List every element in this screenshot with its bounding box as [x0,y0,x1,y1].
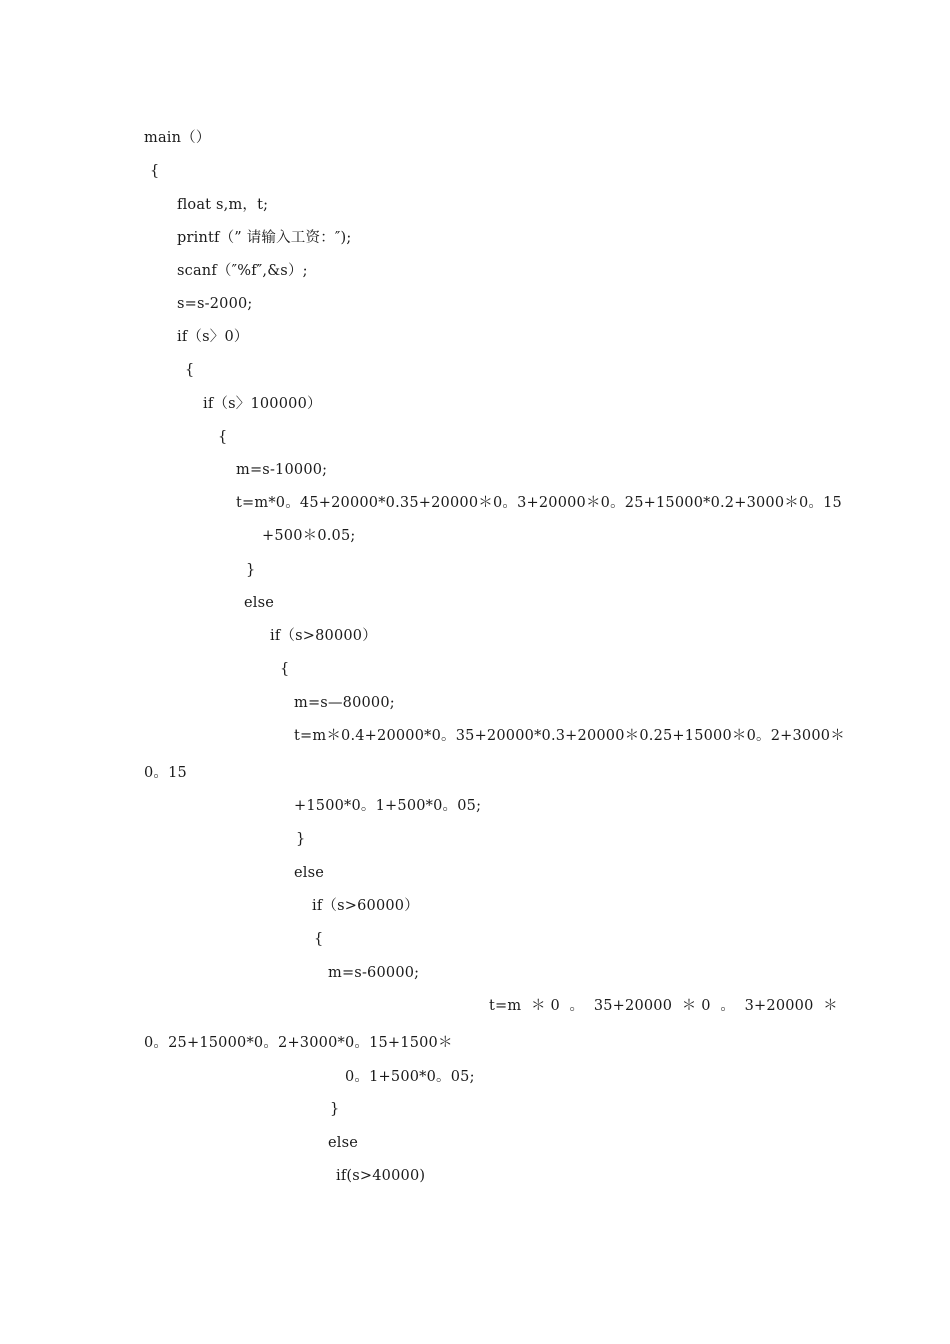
code-line: if（s>80000） [270,628,377,644]
code-line: { [314,931,324,947]
code-line: { [185,362,195,378]
code-line: t=m*0。45+20000*0.35+20000＊0。3+20000＊0。25+15000*0.2+3000＊0。15 [236,495,842,511]
code-line: 0。25+15000*0。2+3000*0。15+1500＊ [144,1035,453,1051]
code-line: m=s-10000; [236,462,328,478]
code-line: m=s—80000; [294,695,395,711]
code-line: t=m ＊ 0 。 35+20000 ＊ 0 。 3+20000 ＊ [489,998,838,1014]
code-line: m=s-60000; [328,965,420,981]
code-line: if(s>40000) [336,1168,426,1184]
code-line: { [280,661,290,677]
code-line: if（s〉100000） [203,396,322,412]
code-line: if（s〉0） [177,329,249,345]
code-line: main（） [144,130,211,146]
code-line: else [328,1135,359,1151]
code-line: { [218,429,228,445]
code-line: else [294,865,325,881]
code-line: s=s-2000; [177,296,253,312]
code-line: 0。15 [144,765,187,781]
code-line: } [330,1101,340,1117]
code-line: scanf（″%f″,&s）; [177,263,308,279]
code-line: { [150,163,160,179]
code-line: float s,m，t; [177,197,269,213]
code-line: +1500*0。1+500*0。05; [294,798,482,814]
code-line: } [246,562,256,578]
code-line: t=m＊0.4+20000*0。35+20000*0.3+20000＊0.25+15000＊0。2+3000＊ [294,728,845,744]
code-line: printf（” 请输入工资：″); [177,230,352,246]
code-line: 0。1+500*0。05; [345,1069,475,1085]
code-line: else [244,595,275,611]
code-line: if（s>60000） [312,898,419,914]
code-line: } [296,831,306,847]
code-line: +500＊0.05; [262,528,356,544]
